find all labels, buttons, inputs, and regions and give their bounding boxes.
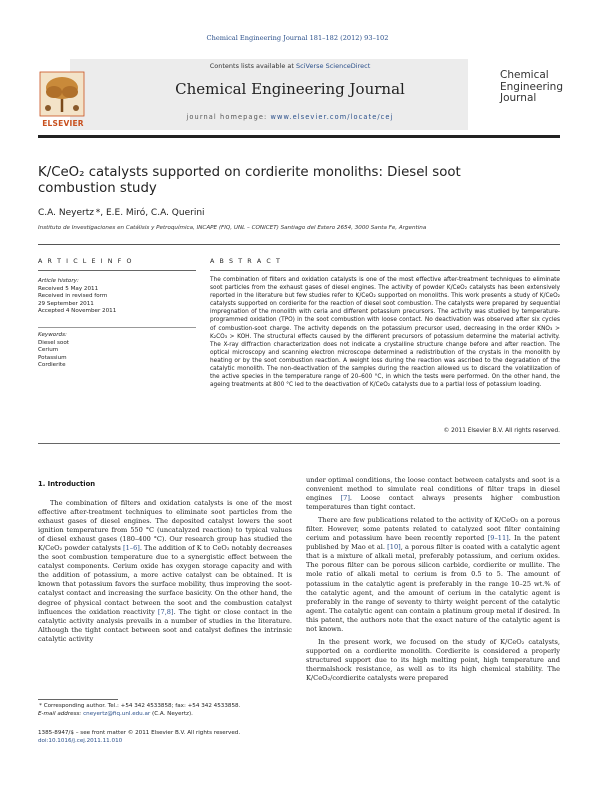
article-history (38, 278, 196, 316)
history-item: 29 September 2011 (38, 300, 94, 307)
citation-link[interactable]: [7,8] (157, 607, 174, 616)
paragraph: In the present work, we focused on the study of K/CeO₂ catalysts, supported on a cordierite monolith. Cordierite is considered a properly structured support due to its high melting point, high temperature and thermalshock resistance, as well as to its high chemical stability. The K/CeO₂/cordierite catalysts were prepared (306, 637, 560, 682)
article-info-heading: A R T I C L E I N F O (38, 258, 134, 265)
title-line: K/CeO₂ catalysts supported on cordierite monoliths: Diesel soot (38, 165, 461, 180)
text-run: , a porous filter is coated with a catalytic agent that is a mixture of alkali metal, preferably potassium, and cerium oxides. The porous filter can be porous silicon carbide, cordierite or mullite. The mole ratio of alkali metal to cerium is from 0.5 to 5. The amount of potassium in the catalytic agent is preferably in the range 10–25 wt.% of the catalytic agent, and the amount of cerium in the catalytic agent is preferably in the range of seventy to thirty weight percent of the catalytic agent. The catalytic agent can contain a platinum group metal if desired. In this patent, the authors note that the exact nature of the catalytic agent is not known. (306, 543, 560, 633)
keywords (38, 332, 196, 370)
affiliation-rule (38, 244, 560, 245)
right-column (306, 476, 560, 683)
sciencedirect-link[interactable]: SciVerse ScienceDirect (296, 62, 371, 70)
keyword-item: Cerium (38, 347, 59, 353)
history-label: Article history: (38, 278, 79, 284)
text-run: There are few publications related to the activity of K/CeO₂ on a porous filter. However, some patents related to catalyzed soot filter containing cerium and potassium have been recently reported (306, 516, 560, 543)
history-item: Accepted 4 November 2011 (38, 308, 117, 314)
section-heading-introduction: 1. Introduction (38, 480, 96, 488)
issn-line: 1385-8947/$ – see front matter © 2011 Elsevier B.V. All rights reserved. (38, 730, 241, 736)
copyright: © 2011 Elsevier B.V. All rights reserved. (443, 428, 560, 434)
authors: C.A. Neyertz *, E.E. Miró, C.A. Querini (38, 208, 205, 218)
text-run: . Loose contact always presents higher combustion temperatures than tight contact. (306, 494, 561, 512)
text-run: under optimal conditions, the loose contact between catalysts and soot is a convenient method to simulate real conditions of filter traps in diesel engines (306, 476, 560, 503)
paragraph (306, 476, 560, 512)
text-run: . The tight or close contact in the catalytic activity analysis prevails in a number of studies in the literature. Although the tight contact between soot and catalyst defines the intrinsic catalytic activity (38, 607, 292, 643)
footnote-line: * Corresponding author. Tel.: +54 342 4533858; fax: +54 342 4533858. (38, 703, 241, 709)
front-matter (38, 730, 298, 745)
email-label: E-mail address: (38, 710, 84, 717)
abstract-rule (210, 270, 560, 271)
cover-title-line: Engineering (500, 80, 563, 93)
email-suffix: (C.A. Neyertz). (150, 710, 193, 717)
text-run: . The addition of K to CeO₂ notably decreases the soot combustion temperature due to a synergistic effect between the catalyst components. Cerium oxide has oxygen storage capacity and with the addition of potassium, a more active catalyst can be obtained. It is known that potassium favors the surface mobility, thus improving the soot-catalyst contact and increasing the surface basicity. On the other hand, the degree of physical contact between the soot and the combustion catalyst influences the oxidation reactivity (38, 544, 292, 616)
cover-title-line: Journal (500, 92, 537, 104)
cover-title (500, 69, 563, 105)
journal-name: Chemical Engineering Journal (175, 80, 405, 98)
left-column (38, 499, 292, 644)
affiliation: Instituto de Investigaciones en Catálisis y Petroquímica, INCAPE (FIQ, UNL – CONICET) Santiago del Estero 2654, 3000 Santa Fe, Argentina (38, 225, 427, 231)
doi-link[interactable]: doi:10.1016/j.cej.2011.11.010 (38, 737, 123, 744)
footnote (38, 703, 292, 718)
title-line: combustion study (38, 181, 157, 196)
keywords-label: Keywords: (38, 332, 67, 338)
header-rule (38, 135, 560, 138)
info-rule (38, 270, 196, 271)
journal-reference[interactable]: Chemical Engineering Journal 181–182 (2012) 93–102 (206, 34, 389, 42)
keyword-item: Potassium (38, 354, 67, 361)
footnote-rule (38, 699, 118, 700)
citation-link[interactable]: [1–6] (123, 544, 140, 553)
history-item: Received in revised form (38, 293, 108, 299)
cover-title-line: Chemical (500, 69, 549, 81)
paragraph (306, 516, 560, 634)
email-link[interactable]: cneyertz@fiq.unl.edu.ar (83, 710, 151, 717)
homepage-link[interactable]: www.elsevier.com/locate/cej (270, 113, 394, 121)
journal-homepage (100, 113, 480, 121)
footnote-line (38, 711, 292, 719)
abstract-bottom-rule (38, 443, 560, 444)
contents-prefix: Contents lists available at (209, 62, 297, 70)
publisher-name: ELSEVIER (42, 119, 84, 128)
text-run: . In the patent published by Mao et al. (306, 534, 560, 552)
article-title (38, 165, 538, 197)
history-item: Received 5 May 2011 (38, 285, 99, 292)
keyword-item: Cordierite (38, 362, 66, 368)
keyword-item: Diesel soot (38, 339, 69, 346)
citation-link[interactable]: [9–11] (487, 534, 509, 543)
text-run: The combination of filters and oxidation catalysts is one of the most effective after-treatment techniques to eliminate soot particles from the exhaust gases of diesel engines. The deposited catalyst lowers the soot ignition temperature from 550 °C (uncatalyzed reaction) to typical values of diesel exhaust gases (180–400 °C). Our research group has studied the K/CeO₂ powder catalysts (38, 499, 292, 553)
contents-line (100, 62, 480, 70)
citation-link[interactable]: [7] (340, 494, 350, 503)
paragraph (38, 499, 292, 644)
homepage-prefix: journal homepage: (186, 113, 271, 121)
info-divider (38, 327, 196, 328)
abstract-text: The combination of filters and oxidation catalysts is one of the most effective after-treatment techniques to eliminate soot particles from the exhaust gases of diesel engines. The activity of powder K/CeO₂ catalysts has been extensively reported in the literature but few studies refer to K/CeO₂ supported on monoliths. This work presents a study of K/CeO₂ catalysts supported on cordierite for the reaction of diesel soot combustion. The catalysts were prepared by sequential impregnation of the monolith with ceria and different potassium precursors. The activity was studied by temperature-programmed oxidation (TPO) in the soot combustion with loose contact. No deactivation was observed after six cycles of combustion-soot charge. The activity depends on the potassium precursor used, decreasing in the order KNO₃ > K₂CO₃ > KOH. The structural effects caused by the different precursors of potassium determine the material activity. The X-ray diffraction characterization does not indicate a crystalline structure change before and after reaction. The optical microscopy and scanning electron microscope determined a redistribution of the crystals in the monolith by heating or by the soot combustion reaction. A weight loss during the reaction was ascribed to the degradation of the catalytic monolith. The non-deactivation of the samples during the reaction allowed us to discard the volatilization of the active species in the temperature range of 20–600 °C, in which the tests were performed. On the other hand, the ageing treatments at 800 °C led to the deactivation of K/CeO₂ catalysts due to a partial loss of potassium loading. (210, 277, 560, 389)
abstract-heading: A B S T R A C T (210, 258, 282, 265)
citation-link[interactable]: [10] (387, 543, 401, 552)
